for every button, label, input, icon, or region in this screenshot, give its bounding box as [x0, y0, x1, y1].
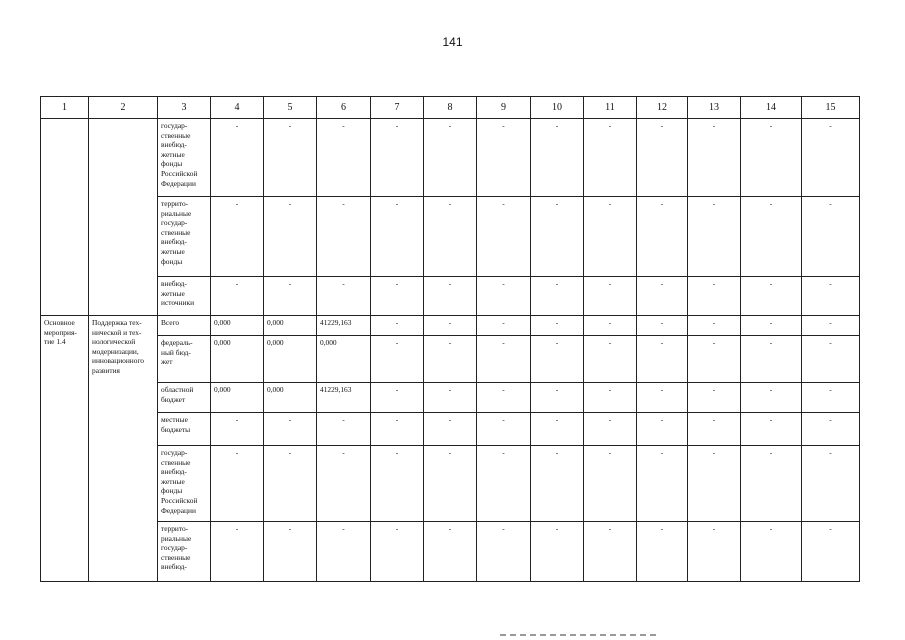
- value-cell-text: -: [235, 415, 239, 424]
- value-cell: [211, 197, 264, 277]
- value-cell: [741, 413, 802, 446]
- value-cell: [531, 383, 584, 413]
- value-cell-text: -: [769, 318, 773, 327]
- value-cell: [531, 413, 584, 446]
- value-cell: [317, 197, 371, 277]
- value-cell: [371, 383, 424, 413]
- value-cell-text: -: [769, 524, 773, 533]
- value-cell: [741, 446, 802, 522]
- value-cell-text: -: [712, 199, 716, 208]
- value-cell: [477, 277, 531, 316]
- value-cell-text: -: [555, 318, 559, 327]
- value-cell: [424, 446, 477, 522]
- funding-source-cell-text: Всего: [161, 318, 180, 327]
- value-cell: [211, 277, 264, 316]
- column-header: 1: [41, 97, 89, 119]
- event-cell: [41, 119, 89, 316]
- value-cell: [741, 316, 802, 336]
- value-cell: [371, 522, 424, 582]
- value-cell-text: 0,000: [267, 318, 284, 327]
- value-cell: [802, 277, 860, 316]
- value-cell-text: -: [288, 448, 292, 457]
- value-cell-text: -: [608, 279, 612, 288]
- value-cell: [211, 383, 264, 413]
- value-cell: [584, 413, 637, 446]
- value-cell: [531, 522, 584, 582]
- value-cell-text: -: [502, 415, 505, 424]
- value-cell-text: -: [660, 199, 664, 208]
- value-cell-text: -: [769, 448, 773, 457]
- funding-source-cell-text: местные бюджеты: [161, 415, 191, 434]
- value-cell-text: -: [555, 448, 559, 457]
- funding-source-cell: [158, 413, 211, 446]
- value-cell-text: -: [288, 524, 292, 533]
- column-header: 13: [688, 97, 741, 119]
- value-cell: [688, 316, 741, 336]
- value-cell: [741, 197, 802, 277]
- page-number: 141: [442, 35, 463, 49]
- value-cell: [477, 197, 531, 277]
- value-cell-text: -: [660, 448, 664, 457]
- value-cell-text: -: [769, 385, 773, 394]
- table-row: [41, 197, 860, 277]
- value-cell: [477, 413, 531, 446]
- value-cell-text: -: [288, 415, 292, 424]
- value-cell-text: -: [712, 524, 716, 533]
- value-cell: [584, 336, 637, 383]
- value-cell-text: -: [235, 524, 239, 533]
- column-header: 12: [637, 97, 688, 119]
- value-cell: [477, 316, 531, 336]
- event-name-cell: [89, 316, 158, 582]
- funding-source-cell-text: террито- риальные государ- ственные внебюд-: [161, 524, 192, 572]
- value-cell: [688, 277, 741, 316]
- value-cell-text: -: [235, 121, 239, 130]
- column-header: 7: [371, 97, 424, 119]
- value-cell: [584, 522, 637, 582]
- value-cell: [741, 119, 802, 197]
- value-cell-text: -: [448, 121, 452, 130]
- value-cell-text: -: [608, 385, 612, 394]
- value-cell: [317, 446, 371, 522]
- value-cell: [211, 316, 264, 336]
- value-cell-text: -: [448, 385, 452, 394]
- value-cell-text: -: [395, 121, 399, 130]
- event-name-cell-text: Поддержка тех- нической и тех- нологической модернизации, инновационного развития: [92, 318, 144, 375]
- column-header: 4: [211, 97, 264, 119]
- value-cell: [264, 446, 317, 522]
- value-cell-text: -: [502, 385, 505, 394]
- value-cell: [211, 413, 264, 446]
- value-cell-text: -: [829, 121, 832, 130]
- funding-source-cell-text: федераль- ный бюд- жет: [161, 338, 193, 367]
- value-cell-text: -: [395, 385, 399, 394]
- value-cell-text: -: [448, 318, 452, 327]
- column-header: 14: [741, 97, 802, 119]
- value-cell-text: -: [502, 338, 505, 347]
- value-cell: [802, 336, 860, 383]
- value-cell: [637, 336, 688, 383]
- value-cell: [531, 277, 584, 316]
- value-cell-text: -: [342, 121, 345, 130]
- value-cell: [371, 277, 424, 316]
- value-cell: [637, 277, 688, 316]
- value-cell: [264, 119, 317, 197]
- value-cell-text: -: [448, 448, 452, 457]
- event-cell: [41, 316, 89, 582]
- value-cell-text: -: [660, 385, 664, 394]
- value-cell: [371, 413, 424, 446]
- table-row: [41, 336, 860, 383]
- budget-table: [40, 96, 860, 582]
- value-cell: [688, 413, 741, 446]
- funding-source-cell-text: государ- ственные внебюд- жетные фонды Российской Федерации: [161, 448, 198, 515]
- value-cell: [531, 197, 584, 277]
- value-cell: [688, 383, 741, 413]
- value-cell-text: -: [342, 524, 345, 533]
- value-cell-text: 0,000: [214, 385, 231, 394]
- value-cell: [637, 119, 688, 197]
- value-cell-text: -: [829, 415, 832, 424]
- value-cell: [477, 119, 531, 197]
- table-body: [41, 119, 860, 582]
- value-cell: [424, 119, 477, 197]
- table-row: [41, 413, 860, 446]
- value-cell-text: -: [769, 121, 773, 130]
- value-cell: [802, 522, 860, 582]
- column-header: 11: [584, 97, 637, 119]
- value-cell-text: -: [608, 199, 612, 208]
- value-cell: [264, 316, 317, 336]
- value-cell-text: -: [769, 199, 773, 208]
- value-cell: [371, 336, 424, 383]
- value-cell-text: -: [555, 121, 559, 130]
- event-cell-text: Основное мероприя- тие 1.4: [44, 318, 77, 347]
- value-cell: [477, 522, 531, 582]
- value-cell: [531, 316, 584, 336]
- value-cell-text: -: [608, 448, 612, 457]
- value-cell-text: -: [712, 121, 716, 130]
- value-cell: [424, 336, 477, 383]
- value-cell-text: -: [608, 415, 612, 424]
- value-cell: [211, 336, 264, 383]
- value-cell-text: -: [395, 318, 399, 327]
- value-cell-text: -: [502, 121, 505, 130]
- value-cell: [584, 197, 637, 277]
- value-cell-text: -: [712, 279, 716, 288]
- value-cell: [584, 119, 637, 197]
- column-header: 15: [802, 97, 860, 119]
- value-cell: [477, 383, 531, 413]
- column-header: 3: [158, 97, 211, 119]
- value-cell: [264, 197, 317, 277]
- value-cell-text: -: [288, 279, 292, 288]
- value-cell: [371, 446, 424, 522]
- value-cell-text: -: [395, 524, 399, 533]
- funding-source-cell: [158, 277, 211, 316]
- value-cell: [741, 522, 802, 582]
- value-cell: [371, 119, 424, 197]
- value-cell: [741, 383, 802, 413]
- value-cell: [802, 413, 860, 446]
- value-cell-text: -: [608, 318, 612, 327]
- value-cell: [317, 383, 371, 413]
- value-cell-text: -: [829, 199, 832, 208]
- table-row: [41, 446, 860, 522]
- value-cell-text: -: [555, 199, 559, 208]
- value-cell: [424, 522, 477, 582]
- value-cell-text: -: [502, 524, 505, 533]
- funding-source-cell: [158, 119, 211, 197]
- table-row: [41, 277, 860, 316]
- value-cell-text: -: [342, 279, 345, 288]
- value-cell: [424, 277, 477, 316]
- value-cell: [802, 383, 860, 413]
- value-cell: [637, 446, 688, 522]
- value-cell: [477, 336, 531, 383]
- funding-source-cell-text: внебюд- жетные источники: [161, 279, 195, 308]
- value-cell-text: 0,000: [214, 318, 231, 327]
- value-cell-text: -: [555, 385, 559, 394]
- value-cell-text: -: [660, 415, 664, 424]
- value-cell-text: -: [502, 318, 505, 327]
- value-cell: [802, 119, 860, 197]
- value-cell: [688, 336, 741, 383]
- column-header: 10: [531, 97, 584, 119]
- value-cell: [424, 316, 477, 336]
- value-cell-text: 0,000: [267, 385, 284, 394]
- value-cell-text: -: [502, 199, 505, 208]
- value-cell-text: -: [608, 338, 612, 347]
- value-cell: [264, 383, 317, 413]
- value-cell-text: -: [395, 415, 399, 424]
- value-cell-text: -: [660, 279, 664, 288]
- funding-source-cell: [158, 446, 211, 522]
- value-cell-text: -: [555, 279, 559, 288]
- value-cell-text: -: [395, 279, 399, 288]
- value-cell-text: -: [448, 524, 452, 533]
- funding-source-cell-text: государ- ственные внебюд- жетные фонды Российской Федерации: [161, 121, 198, 188]
- value-cell-text: -: [660, 121, 664, 130]
- value-cell: [371, 316, 424, 336]
- value-cell-text: -: [342, 415, 345, 424]
- value-cell: [584, 316, 637, 336]
- value-cell: [317, 336, 371, 383]
- value-cell-text: 41229,163: [320, 385, 352, 394]
- value-cell-text: -: [829, 448, 832, 457]
- value-cell-text: -: [769, 279, 773, 288]
- value-cell-text: 41229,163: [320, 318, 352, 327]
- value-cell-text: -: [555, 524, 559, 533]
- value-cell: [264, 277, 317, 316]
- funding-source-cell: [158, 197, 211, 277]
- funding-source-cell-text: областной бюджет: [161, 385, 194, 404]
- value-cell: [802, 446, 860, 522]
- value-cell: [637, 316, 688, 336]
- value-cell: [317, 316, 371, 336]
- value-cell-text: -: [502, 279, 505, 288]
- value-cell-text: -: [555, 415, 559, 424]
- value-cell-text: -: [235, 279, 239, 288]
- funding-source-cell-text: террито- риальные государ- ственные внебюд- жетные фонды: [161, 199, 192, 266]
- value-cell: [264, 336, 317, 383]
- table-row: [41, 522, 860, 582]
- funding-source-cell: [158, 383, 211, 413]
- value-cell: [211, 446, 264, 522]
- table-row: [41, 316, 860, 336]
- value-cell-text: 0,000: [267, 338, 284, 347]
- funding-source-cell: [158, 336, 211, 383]
- value-cell-text: -: [660, 338, 664, 347]
- value-cell: [741, 336, 802, 383]
- value-cell: [741, 277, 802, 316]
- event-name-cell: [89, 119, 158, 316]
- column-header: 5: [264, 97, 317, 119]
- value-cell-text: -: [288, 199, 292, 208]
- table-row: [41, 119, 860, 197]
- value-cell-text: -: [608, 121, 612, 130]
- value-cell-text: -: [448, 338, 452, 347]
- value-cell-text: -: [448, 199, 452, 208]
- value-cell-text: -: [448, 415, 452, 424]
- value-cell: [264, 413, 317, 446]
- funding-source-cell: [158, 316, 211, 336]
- value-cell-text: -: [712, 385, 716, 394]
- value-cell: [637, 522, 688, 582]
- value-cell-text: -: [829, 524, 832, 533]
- value-cell: [802, 197, 860, 277]
- value-cell: [211, 119, 264, 197]
- value-cell: [317, 522, 371, 582]
- value-cell-text: -: [555, 338, 559, 347]
- value-cell-text: -: [235, 448, 239, 457]
- value-cell-text: -: [829, 385, 832, 394]
- value-cell-text: -: [608, 524, 612, 533]
- value-cell: [317, 413, 371, 446]
- value-cell: [211, 522, 264, 582]
- value-cell: [637, 383, 688, 413]
- value-cell: [477, 446, 531, 522]
- value-cell: [317, 277, 371, 316]
- value-cell-text: -: [395, 338, 399, 347]
- value-cell-text: -: [769, 415, 773, 424]
- value-cell-text: -: [712, 415, 716, 424]
- value-cell-text: -: [342, 448, 345, 457]
- value-cell-text: -: [829, 279, 832, 288]
- value-cell-text: -: [712, 448, 716, 457]
- table-row: [41, 383, 860, 413]
- value-cell: [317, 119, 371, 197]
- value-cell: [584, 446, 637, 522]
- value-cell: [424, 383, 477, 413]
- value-cell: [688, 197, 741, 277]
- value-cell: [531, 119, 584, 197]
- column-header: 9: [477, 97, 531, 119]
- value-cell-text: -: [660, 524, 664, 533]
- value-cell: [637, 413, 688, 446]
- value-cell: [424, 197, 477, 277]
- value-cell: [688, 446, 741, 522]
- value-cell: [802, 316, 860, 336]
- value-cell-text: -: [502, 448, 505, 457]
- column-header: 6: [317, 97, 371, 119]
- value-cell: [688, 522, 741, 582]
- header-row: [41, 97, 860, 119]
- value-cell: [584, 383, 637, 413]
- value-cell-text: -: [288, 121, 292, 130]
- value-cell-text: -: [235, 199, 239, 208]
- value-cell-text: -: [769, 338, 773, 347]
- value-cell-text: -: [395, 199, 399, 208]
- column-header: 2: [89, 97, 158, 119]
- value-cell-text: -: [829, 318, 832, 327]
- value-cell: [688, 119, 741, 197]
- value-cell: [371, 197, 424, 277]
- value-cell-text: -: [829, 338, 832, 347]
- value-cell: [637, 197, 688, 277]
- value-cell-text: -: [448, 279, 452, 288]
- value-cell-text: 0,000: [320, 338, 337, 347]
- value-cell-text: -: [712, 338, 716, 347]
- value-cell-text: -: [342, 199, 345, 208]
- scan-artifact: [500, 634, 660, 636]
- value-cell: [584, 277, 637, 316]
- value-cell: [424, 413, 477, 446]
- value-cell: [531, 446, 584, 522]
- value-cell-text: -: [395, 448, 399, 457]
- value-cell-text: 0,000: [214, 338, 231, 347]
- value-cell: [531, 336, 584, 383]
- funding-source-cell: [158, 522, 211, 582]
- column-header: 8: [424, 97, 477, 119]
- value-cell-text: -: [660, 318, 664, 327]
- value-cell: [264, 522, 317, 582]
- value-cell-text: -: [712, 318, 716, 327]
